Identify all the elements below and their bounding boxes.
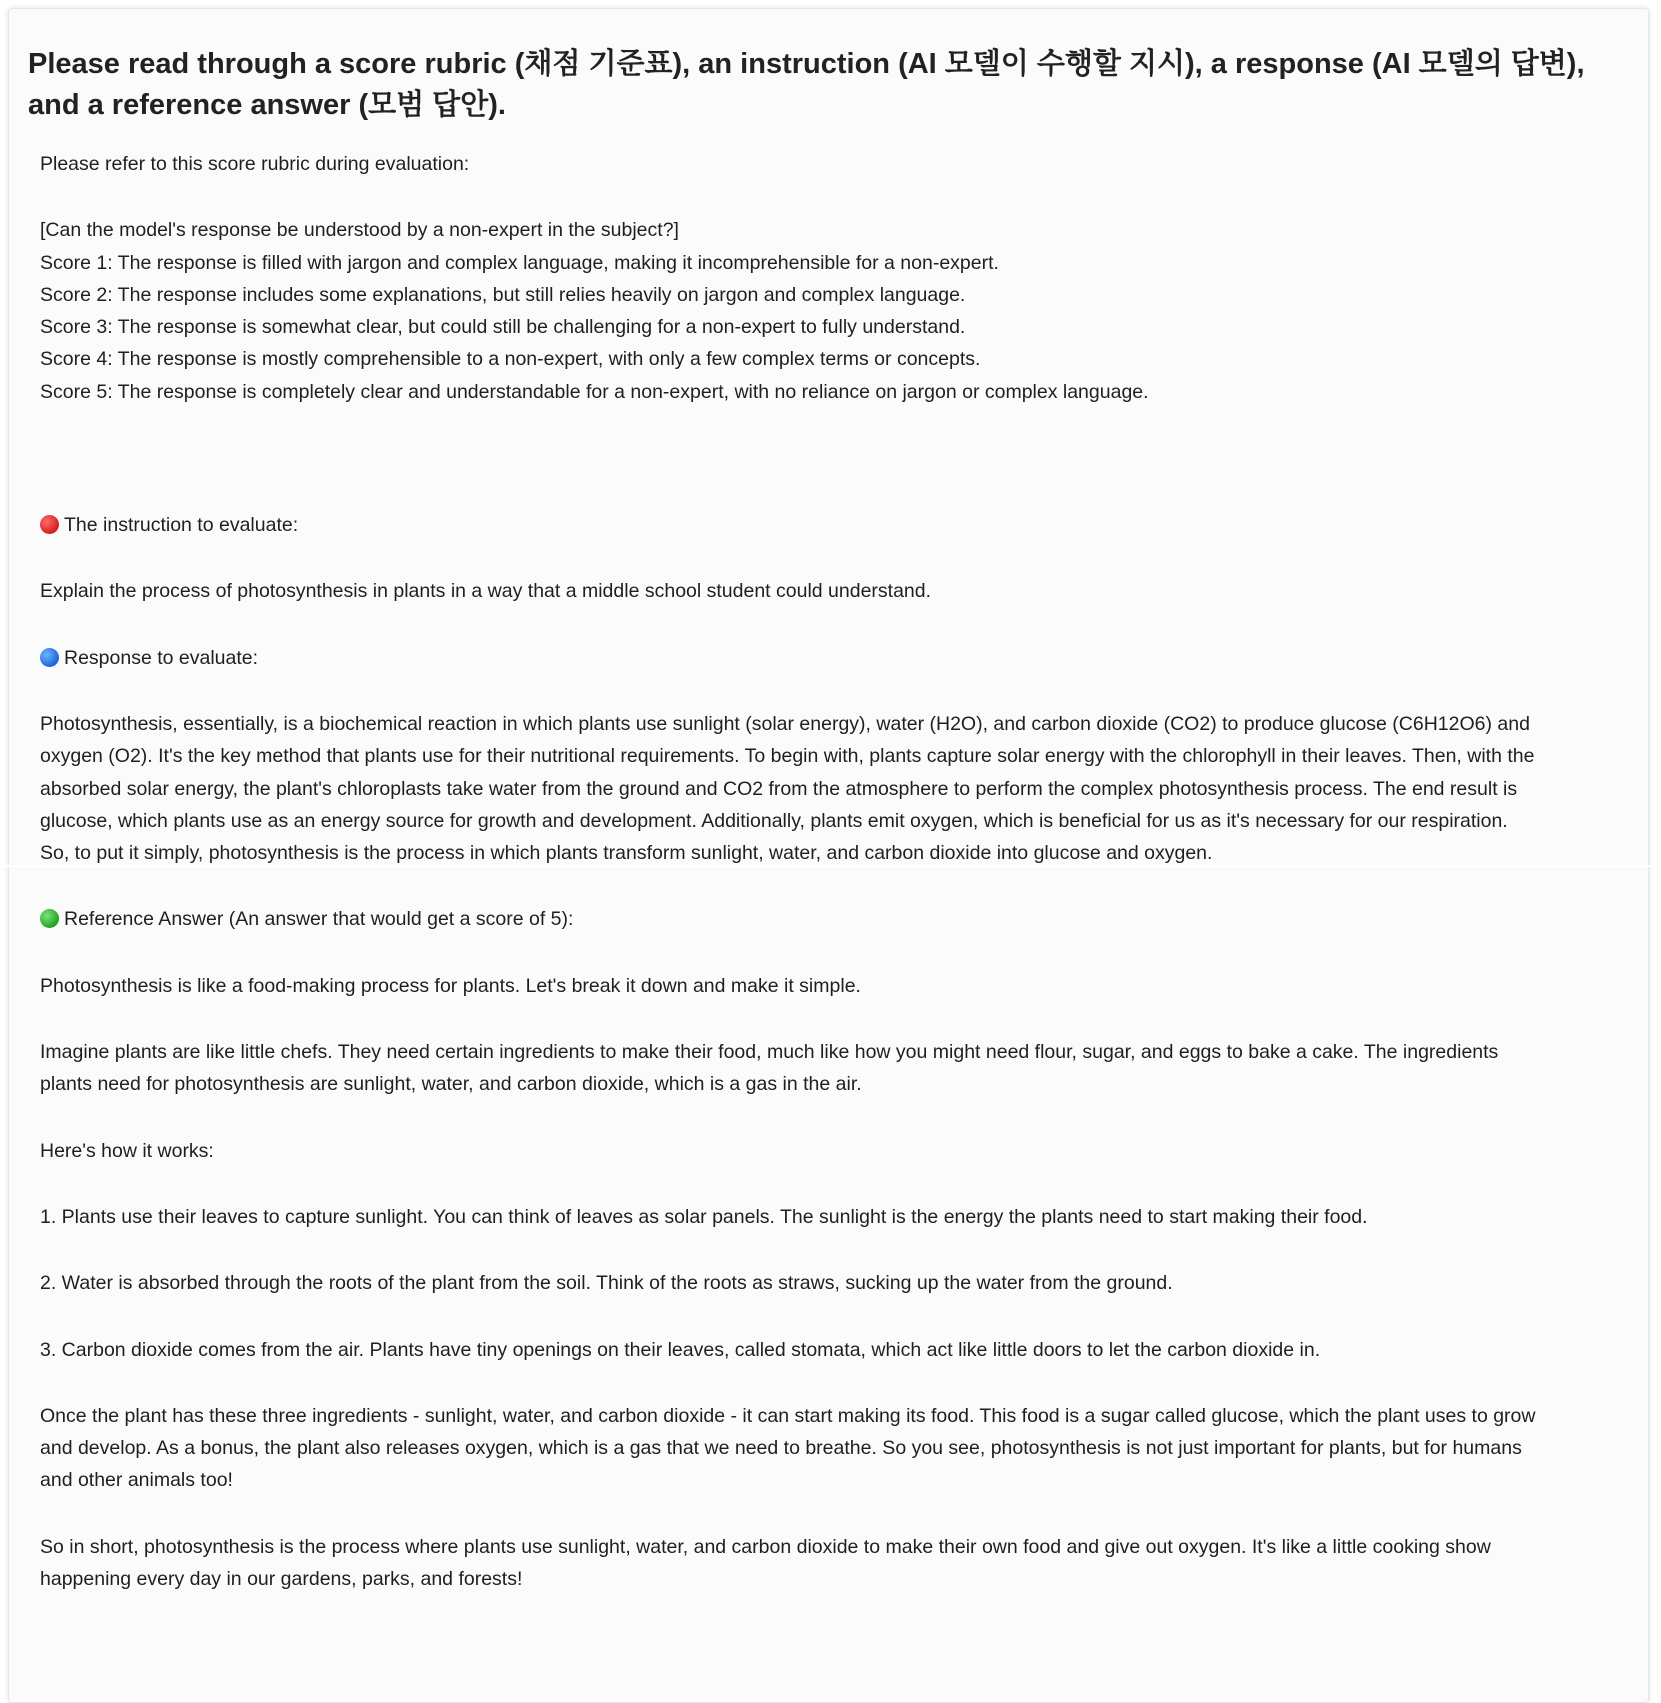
divider — [0, 865, 1661, 867]
reference-paragraph-4-line-3: and other animals too! — [40, 1469, 233, 1492]
reference-paragraph-4-line-1: Once the plant has these three ingredients - sunlight, water, and carbon dioxide - it can start making its food. This food is a sugar called glucose, which the plant uses to grow — [40, 1404, 1536, 1427]
instruction-heading — [40, 509, 1625, 541]
rubric-score-2: Score 2: The response includes some explanations, but still relies heavily on jargon and complex language. — [40, 283, 966, 306]
rubric-score-3: Score 3: The response is somewhat clear, but could still be challenging for a non-expert to fully understand. — [40, 316, 966, 339]
rubric-intro: Please refer to this score rubric during evaluation: — [40, 153, 470, 175]
page-title: Please read through a score rubric (채점 기준표), an instruction (AI 모델이 수행할 지시), a response (AI 모델의 답변), and a reference answer (모범 답안). — [28, 48, 1585, 121]
response-line-2: oxygen (O2). It's the key method that plants use for their nutritional requirements. To begin with, plants capture solar energy with the chlorophyll in their leaves. Then, with the — [40, 745, 1535, 768]
reference-paragraph-3: Here's how it works: — [40, 1139, 214, 1162]
response-line-5: So, to put it simply, photosynthesis is the process in which plants transform sunlight, water, and carbon dioxide into glucose and oxygen. — [40, 842, 1213, 865]
reference-step-1: 1. Plants use their leaves to capture sunlight. You can think of leaves as solar panels. The sunlight is the energy the plants need to start making their food. — [40, 1205, 1368, 1228]
reference-paragraph-1: Photosynthesis is like a food-making process for plants. Let's break it down and make it simple. — [40, 974, 861, 997]
reference-paragraph-2-line-1: Imagine plants are like little chefs. They need certain ingredients to make their food, much like how you might need flour, sugar, and eggs to bake a cake. The ingredients — [40, 1041, 1499, 1064]
response-label: Response to evaluate: — [64, 646, 259, 669]
response-line-3: absorbed solar energy, the plant's chloroplasts take water from the ground and CO2 from the atmosphere to perform the complex photosynthesis process. The end result is — [40, 777, 1518, 800]
response-line-4: glucose, which plants use as an energy source for growth and development. Additionally, plants emit oxygen, which is beneficial for us as it's necessary for our respiration. — [40, 809, 1508, 832]
reference-step-3: 3. Carbon dioxide comes from the air. Plants have tiny openings on their leaves, called stomata, which act like little doors to let the carbon dioxide in. — [40, 1338, 1321, 1361]
reference-step-2: 2. Water is absorbed through the roots of the plant from the soil. Think of the roots as straws, sucking up the water from the ground. — [40, 1272, 1173, 1295]
blue-circle-icon — [40, 648, 59, 667]
rubric-score-4: Score 4: The response is mostly comprehensible to a non-expert, with only a few complex terms or concepts. — [40, 348, 981, 371]
reference-label: Reference Answer (An answer that would get a score of 5): — [64, 908, 574, 931]
rubric-question: [Can the model's response be understood by a non-expert in the subject?] — [40, 219, 679, 242]
green-circle-icon — [40, 909, 59, 928]
rubric-score-5: Score 5: The response is completely clear and understandable for a non-expert, with no reliance on jargon or complex language. — [40, 380, 1149, 403]
instruction-text: Explain the process of photosynthesis in plants in a way that a middle school student could understand. — [40, 580, 932, 603]
reference-paragraph-5-line-2: happening every day in our gardens, parks, and forests! — [40, 1568, 523, 1591]
evaluation-content — [40, 148, 1625, 1595]
rubric-score-1: Score 1: The response is filled with jargon and complex language, making it incomprehensible for a non-expert. — [40, 251, 999, 274]
instruction-label: The instruction to evaluate: — [64, 514, 299, 537]
response-line-1: Photosynthesis, essentially, is a biochemical reaction in which plants use sunlight (solar energy), water (H2O), and carbon dioxide (CO2) to produce glucose (C6H12O6) and — [40, 712, 1530, 735]
reference-paragraph-2-line-2: plants need for photosynthesis are sunlight, water, and carbon dioxide, which is a gas in the air. — [40, 1073, 862, 1096]
red-circle-icon — [40, 515, 59, 534]
response-heading — [40, 642, 1625, 674]
reference-heading — [40, 903, 1625, 935]
reference-paragraph-4-line-2: and develop. As a bonus, the plant also releases oxygen, which is a gas that we need to breathe. So you see, photosynthesis is not just important for plants, but for humans — [40, 1437, 1522, 1460]
reference-paragraph-5-line-1: So in short, photosynthesis is the process where plants use sunlight, water, and carbon dioxide to make their own food and give out oxygen. It's like a little cooking show — [40, 1535, 1491, 1558]
